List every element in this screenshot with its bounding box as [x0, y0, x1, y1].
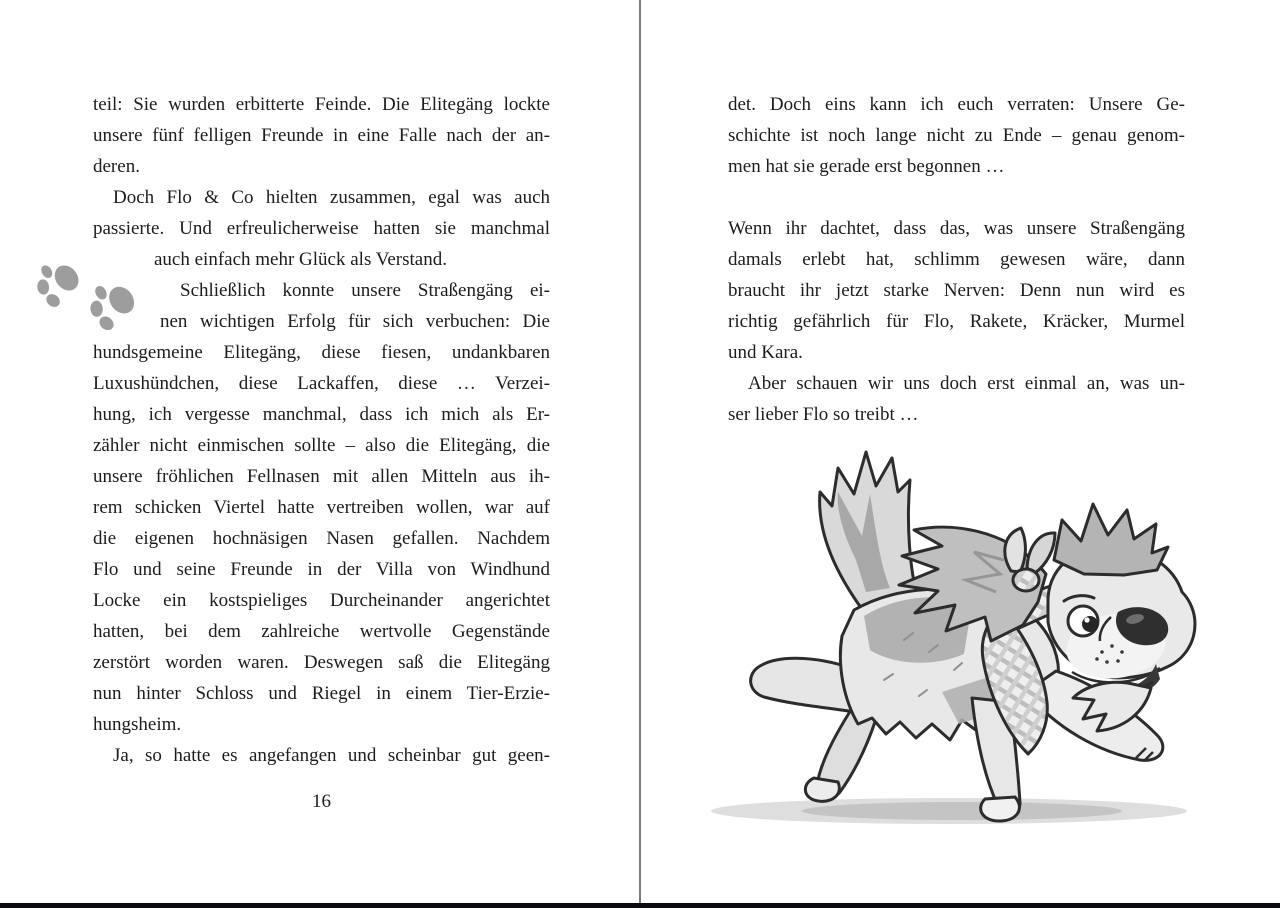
text-line: Ja, so hatte es angefangen und scheinbar gut geen-	[113, 745, 550, 766]
left-page-text	[93, 89, 550, 771]
text-line: hung, ich vergesse manchmal, dass ich mich als Er-	[93, 404, 550, 425]
text-line: rem schicken Viertel hatte vertreiben wollen, war auf	[93, 497, 550, 518]
text-line: richtig gefährlich für Flo, Rakete, Kräcker, Murmel	[728, 311, 1185, 332]
text-line: unsere fünf felligen Freunde in eine Falle nach der an-	[93, 125, 550, 146]
page-number: 16	[312, 791, 331, 812]
text-line: Aber schauen wir uns doch erst einmal an, was un-	[748, 373, 1185, 394]
text-line: deren.	[93, 156, 140, 177]
text-line: Flo und seine Freunde in der Villa von Windhund	[93, 559, 550, 580]
paw-print-icon	[37, 261, 84, 310]
text-line: unsere fröhlichen Fellnasen mit allen Mitteln aus ih-	[93, 466, 550, 487]
text-line: und Kara.	[728, 342, 803, 363]
text-line: nun hinter Schloss und Riegel in einem Tier-Erzie-	[93, 683, 550, 704]
text-line: Schließlich konnte unsere Straßengäng ei-	[180, 280, 550, 301]
dog-topknot	[1054, 504, 1168, 575]
text-line: hungsheim.	[93, 714, 182, 735]
text-line: hundsgemeine Elitegäng, diese fiesen, undankbaren	[93, 342, 550, 363]
text-line: passierte. Und erfreulicherweise hatten sie manchmal	[93, 218, 550, 239]
text-line: nen wichtigen Erfolg für sich verbuchen: Die	[160, 311, 550, 332]
text-line: die eigenen hochnäsigen Nasen gefallen. Nachdem	[93, 528, 550, 549]
text-line: zerstört worden waren. Deswegen saß die Elitegäng	[93, 652, 550, 673]
dog-illustration	[704, 440, 1264, 860]
text-line: auch einfach mehr Glück als Verstand.	[154, 249, 447, 270]
text-line: Locke ein kostspieliges Durcheinander angerichtet	[93, 590, 550, 611]
text-line: det. Doch eins kann ich euch verraten: Unsere Ge-	[728, 94, 1185, 115]
text-line	[728, 182, 1185, 213]
text-line: hatten, bei dem zahlreiche wertvolle Gegenstände	[93, 621, 550, 642]
text-line: ser lieber Flo so treibt …	[728, 404, 919, 425]
ground-shadow	[711, 798, 1187, 824]
book-bottom-edge	[0, 903, 1280, 908]
text-line: men hat sie gerade erst begonnen …	[728, 156, 1005, 177]
text-line: Wenn ihr dachtet, dass das, was unsere Straßengäng	[728, 218, 1185, 239]
bandana-knot	[1005, 528, 1055, 591]
text-line: braucht ihr jetzt starke Nerven: Denn nun wird es	[728, 280, 1185, 301]
text-line: zähler nicht einmischen sollte – also die Elitegäng, die	[93, 435, 550, 456]
left-page	[0, 0, 639, 908]
text-line: damals erlebt hat, schlimm gewesen wäre, dann	[728, 249, 1185, 270]
right-page	[641, 0, 1280, 908]
text-line: Doch Flo & Co hielten zusammen, egal was auch	[113, 187, 550, 208]
right-page-text	[728, 89, 1185, 430]
text-line: schichte ist noch lange nicht zu Ende – genau genom-	[728, 125, 1185, 146]
text-line: teil: Sie wurden erbitterte Feinde. Die Elitegäng lockte	[93, 94, 550, 115]
text-line: Luxushündchen, diese Lackaffen, diese … Verzei-	[93, 373, 550, 394]
